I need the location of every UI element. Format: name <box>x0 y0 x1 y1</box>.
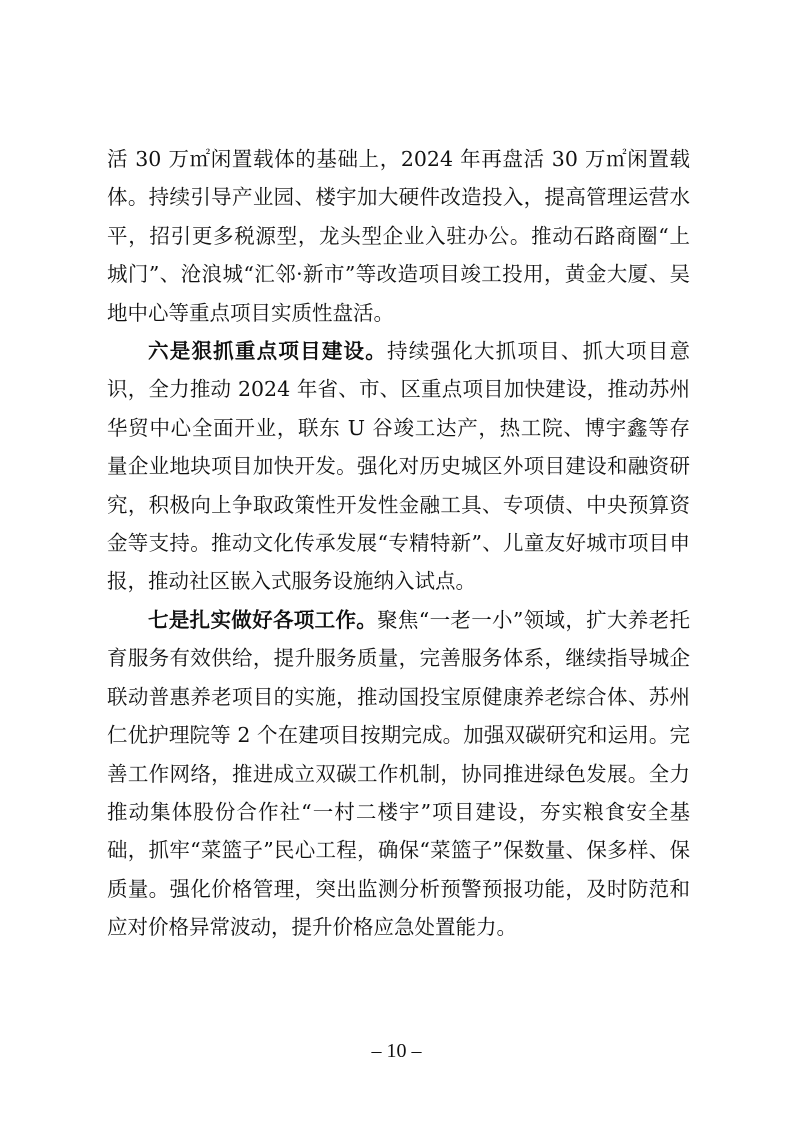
paragraph-text: 聚焦“一老一小”领域，扩大养老托育服务有效供给，提升服务质量，完善服务体系，继续指导城企联动普惠养老项目的实施，推动国投宝原健康养老综合体、苏州仁优护理院等 2 个在建项目按期完成。加强双碳研究和运用。完善工作网络，推进成立双碳工作机制，协同推进绿色发展。全力推动集体股份合作社“一村二楼宇”项目建设，夯实粮食安全基础，抓牢“菜篮子”民心工程，确保“菜篮子”保数量、保多样、保质量。强化价格管理，突出监测分析预警预报功能，及时防范和应对价格异常波动，提升价格应急处置能力。 <box>107 607 690 940</box>
paragraph-lead: 七是扎实做好各项工作。 <box>148 607 378 632</box>
paragraph-text: 持续强化大抓项目、抓大项目意识，全力推动 2024 年省、市、区重点项目加快建设，推动苏州华贸中心全面开业，联东 U 谷竣工达产，热工院、博宇鑫等存量企业地块项目加快开发。强化对历史城区外项目建设和融资研究，积极向上争取政策性开发性金融工具、专项债、中央预算资金等支持。推动文化传承发展“专精特新”、儿童友好城市项目申报，推动社区嵌入式服务设施纳入试点。 <box>107 339 691 594</box>
paragraph-lead: 六是狠抓重点项目建设。 <box>148 339 388 364</box>
paragraph-various-work <box>107 601 690 947</box>
page-number: – 10 – <box>371 1040 422 1062</box>
body-text <box>107 140 690 947</box>
paragraph-key-projects <box>107 332 690 601</box>
paragraph-text: 活 30 万㎡闲置载体的基础上，2024 年再盘活 30 万㎡闲置载体。持续引导产业园、楼宇加大硬件改造投入，提高管理运营水平，招引更多税源型，龙头型企业入驻办公。推动石路商圈“上城门”、沧浪城“汇邻·新市”等改造项目竣工投用，黄金大厦、吴地中心等重点项目实质性盘活。 <box>107 147 690 325</box>
paragraph-continuation <box>107 140 690 332</box>
